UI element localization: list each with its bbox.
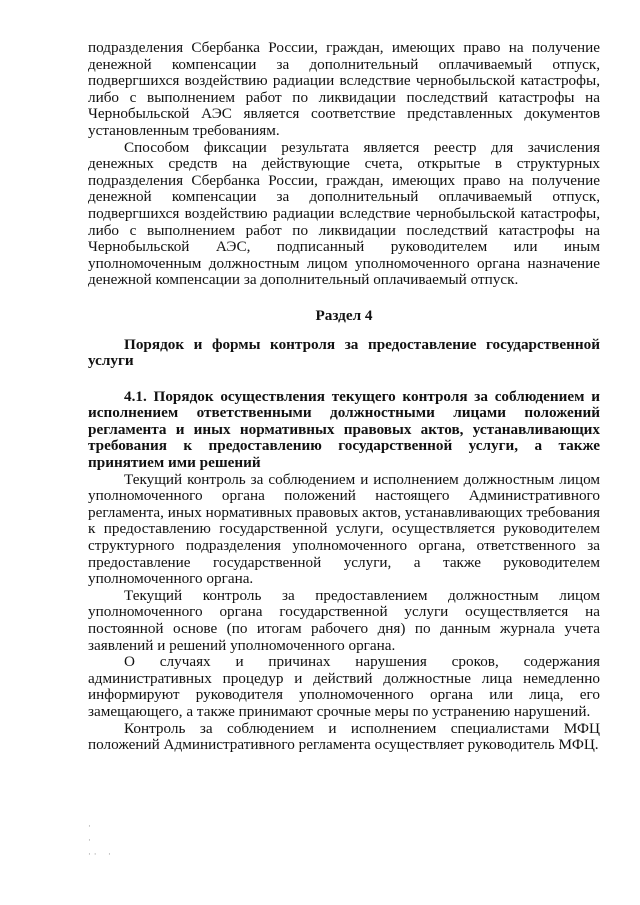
paragraph-current-control: Текущий контроль за соблюдением и исполнением должностным лицом уполномоченного органа положений настоящего Административного регламента, иных нормативных правовых актов, устанавливающих требования к предоставлению государственной услуги, осуществляется руководителем структурного подразделения уполномоченного органа, ответственного за предоставление государственной услуги, а также руководителем уполномоченного органа. [88,470,600,588]
section-heading: Порядок и формы контроля за предоставление государственной услуги [88,335,600,370]
paragraph-mfc-control: Контроль за соблюдением и исполнением специалистами МФЦ положений Административного регламента осуществляет руководитель МФЦ. [88,719,600,754]
subsection-heading: 4.1. Порядок осуществления текущего контроля за соблюдением и исполнением ответственными должностными лицами положений регламента и иных нормативных правовых актов, устанавливающих требования к предоставлению государственной услуги, а также принятием ими решений [88,387,600,472]
section-number: Раздел 4 [315,306,373,324]
document-page [88,40,600,754]
paragraph-control-schedule: Текущий контроль за предоставлением должностным лицом уполномоченного органа государственной услуги осуществляется на постоянной основе (по итогам рабочего дня) по данным журнала учета заявлений и решений уполномоченного органа. [88,586,600,654]
scan-noise-marks: · · · · · [88,822,111,860]
paragraph-violations: О случаях и причинах нарушения сроков, содержания административных процедур и действий должностные лица немедленно информируют руководителя уполномоченного органа или лица, его замещающего, а также принимают срочные меры по устранению нарушений. [88,653,600,720]
paragraph-continuation: подразделения Сбербанка России, граждан, имеющих право на получение денежной компенсации за дополнительный оплачиваемый отпуск, подвергшихся воздействию радиации вследствие чернобыльской катастрофы, либо с выполнением работ по ликвидации последствий катастрофы на Чернобыльской АЭС является соответствие представленных документов установленным требованиям. [88,39,600,139]
paragraph-fixation-method: Способом фиксации результата является реестр для зачисления денежных средств на действующие счета, открытые в структурных подразделения Сбербанка России, граждан, имеющих право на получение денежной компенсации за дополнительный оплачиваемый отпуск, подвергшихся воздействию радиации вследствие чернобыльской катастрофы, либо с выполнением работ по ликвидации последствий катастрофы на Чернобыльской АЭС, подписанный руководителем или иным уполномоченным должностным лицом уполномоченного органа назначение денежной компенсации за дополнительный оплачиваемый отпуск. [88,138,600,289]
